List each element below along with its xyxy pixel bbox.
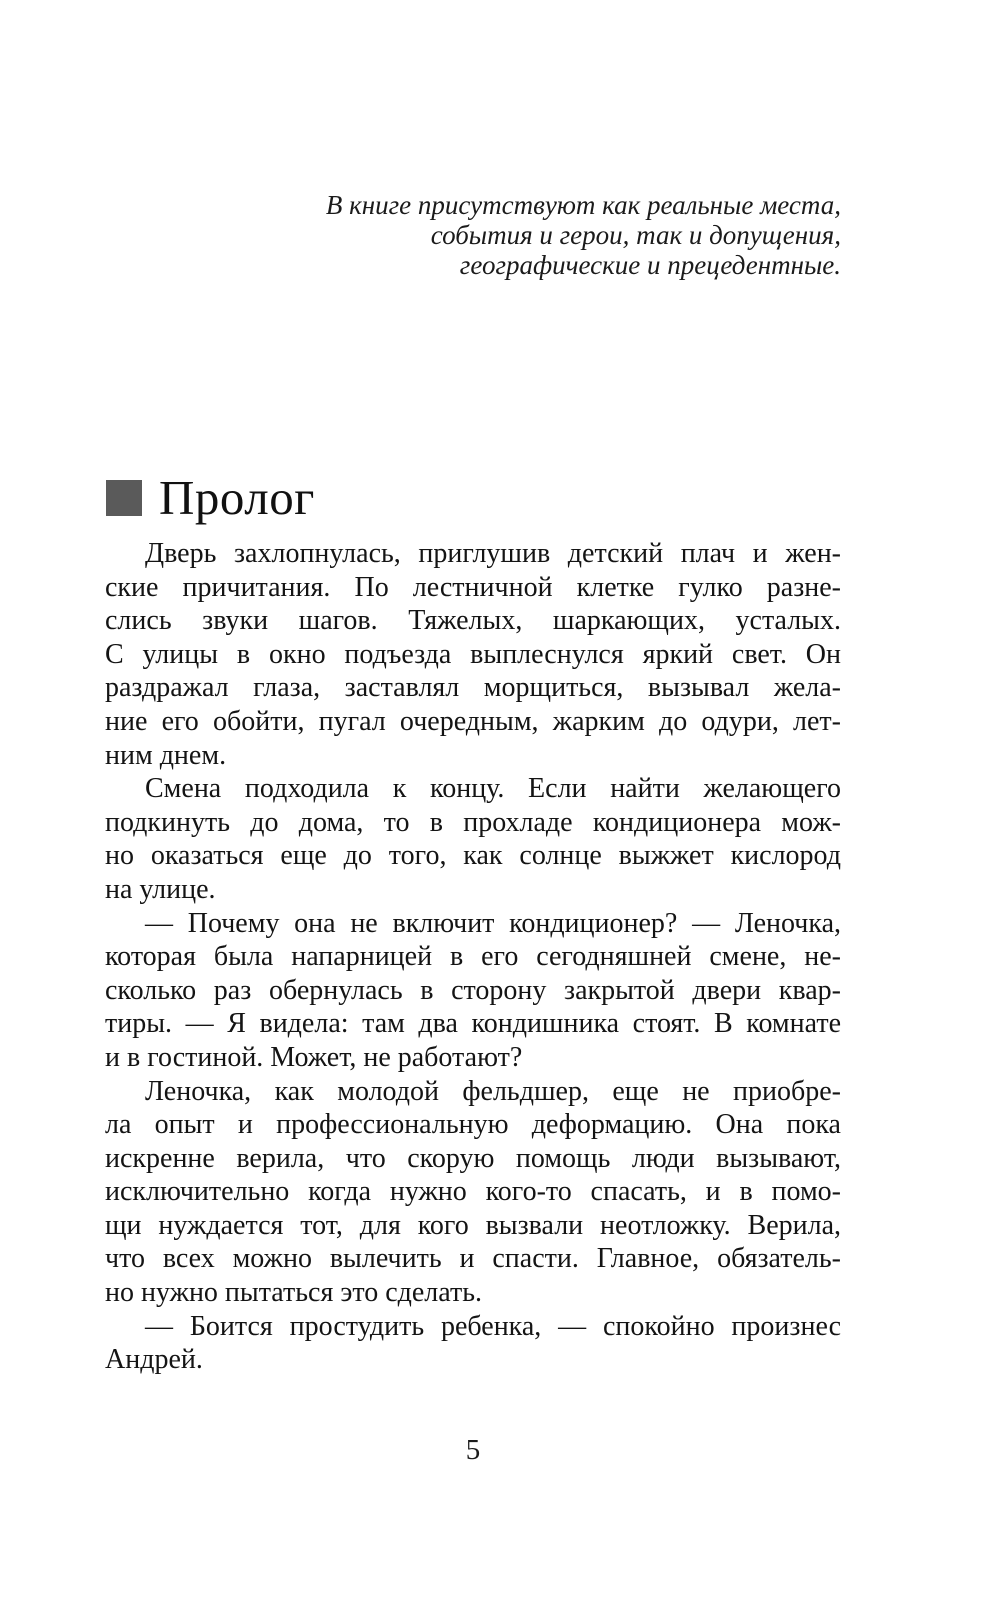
body-line: тиры. — Я видела: там два кондишника стоят. В комнате <box>105 1008 841 1040</box>
body-line: которая была напарницей в его сегодняшней смене, не- <box>105 941 841 973</box>
page-number: 5 <box>465 1434 481 1466</box>
paragraph <box>105 537 841 772</box>
chapter-title: Пролог <box>159 470 315 525</box>
epigraph <box>105 190 841 280</box>
body-line: исключительно когда нужно кого-то спасать, и в помо- <box>105 1176 841 1208</box>
body-line: искренне верила, что скорую помощь люди вызывают, <box>105 1142 841 1174</box>
epigraph-line: географические и прецедентные. <box>459 250 841 280</box>
body-line: сколько раз обернулась в сторону закрытой двери квар- <box>105 974 841 1006</box>
body-line: — Боится простудить ребенка, — спокойно произнес <box>145 1310 841 1342</box>
paragraph <box>105 1075 841 1310</box>
body-line: ла опыт и профессиональную деформацию. Она пока <box>105 1109 841 1141</box>
body-line: ские причитания. По лестничной клетке гулко разне- <box>105 571 841 603</box>
paragraph <box>105 907 841 1075</box>
chapter-heading <box>106 470 315 525</box>
body-line: раздражал глаза, заставлял морщиться, вызывал жела- <box>105 672 841 704</box>
body-line: на улице. <box>105 873 216 905</box>
body-line: подкинуть до дома, то в прохладе кондиционера мож- <box>105 806 841 838</box>
body-line: но нужно пытаться это сделать. <box>105 1277 482 1309</box>
body-line: Андрей. <box>105 1344 203 1376</box>
body-line: что всех можно вылечить и спасти. Главное, обязатель- <box>105 1243 841 1275</box>
body-line: щи нуждается тот, для кого вызвали неотложку. Верила, <box>105 1209 841 1241</box>
body-line: С улицы в окно подъезда выплеснулся яркий свет. Он <box>105 638 841 670</box>
body-line: Леночка, как молодой фельдшер, еще не приобре- <box>145 1075 841 1107</box>
body-line: слись звуки шагов. Тяжелых, шаркающих, усталых. <box>105 605 841 637</box>
epigraph-line: В книге присутствуют как реальные места, <box>325 190 841 220</box>
body-line: ние его обойти, пугал очередным, жарким до одури, лет- <box>105 705 841 737</box>
body-line: но оказаться еще до того, как солнце выжжет кислород <box>105 840 841 872</box>
body-line: Смена подходила к концу. Если найти желающего <box>145 773 841 805</box>
body-text <box>105 537 841 1377</box>
paragraph <box>105 772 841 906</box>
chapter-marker-square-icon <box>106 480 142 516</box>
paragraph <box>105 1310 841 1377</box>
body-line: ним днем. <box>105 739 227 771</box>
body-line: и в гостиной. Может, не работают? <box>105 1041 523 1073</box>
body-line: Дверь захлопнулась, приглушив детский плач и жен- <box>145 538 841 569</box>
body-line: — Почему она не включит кондиционер? — Леночка, <box>145 907 841 939</box>
epigraph-line: события и герои, так и допущения, <box>430 220 841 250</box>
